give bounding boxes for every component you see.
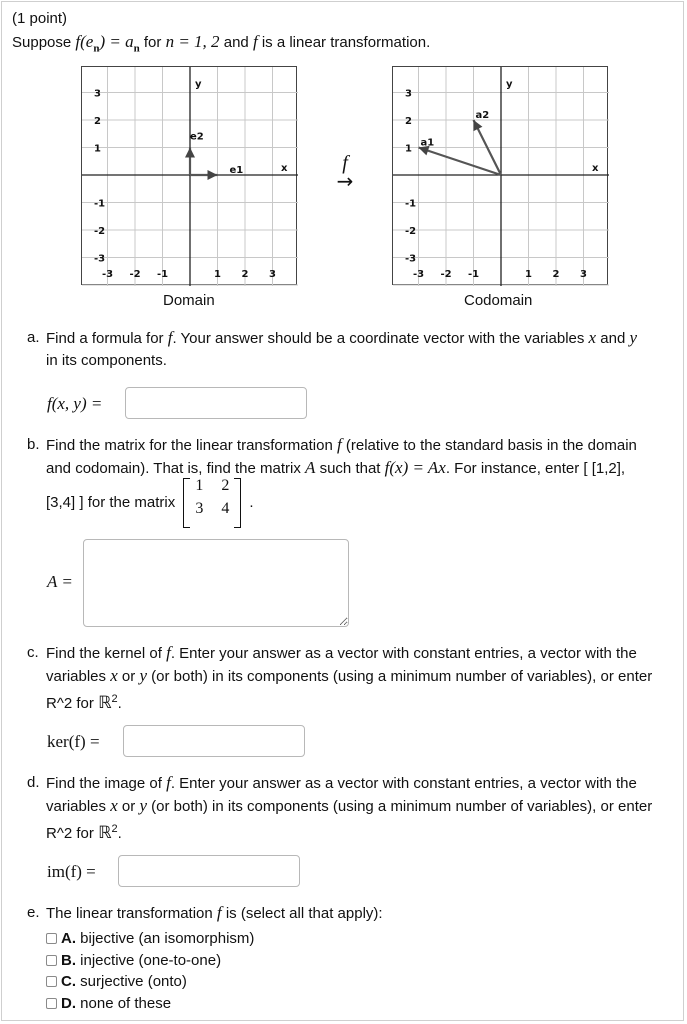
checkbox-c[interactable] (46, 976, 57, 987)
codomain-y-tick: 3 (405, 88, 412, 100)
codomain-graph-svg (393, 67, 609, 286)
option-d[interactable]: D. none of these (46, 993, 254, 1015)
kernel-input[interactable] (123, 725, 305, 757)
image-input[interactable] (118, 855, 300, 887)
problem-intro: Suppose $f(e_n) = a_n$ for n = 1, 2 and f is a linear transformation. (12, 32, 431, 55)
mapping-arrow: f → (331, 154, 359, 190)
vector-a1 (419, 138, 502, 176)
domain-x-tick: 2 (241, 269, 249, 280)
domain-y-tick: 2 (94, 116, 101, 127)
question-b: b. Find the matrix for the linear transformation f (relative to the standard basis in the domain and codomain). That is, find the matrix A such that f(x) = Ax. For instance, enter [ [1,2], (27, 435, 637, 477)
domain-x-tick: 3 (269, 269, 276, 280)
question-c: c. Find the kernel of f. Enter your answer as a vector with constant entries, a vector with the variables x or y (or both) in its components (using a minimum number of variables), or enter R^2 for ℝ$^2$. (27, 643, 653, 712)
option-b[interactable]: B. injective (one-to-one) (46, 950, 254, 972)
vector-label-e1: e1 (229, 165, 244, 176)
vector-label-e2: e2 (190, 131, 204, 143)
codomain-y-tick: -3 (405, 253, 417, 265)
points-label: (1 point) (12, 10, 68, 27)
domain-x-tick: -2 (129, 269, 141, 280)
codomain-x-tick: -3 (412, 269, 425, 280)
vector-e2 (185, 132, 204, 176)
codomain-x-tick: 1 (525, 269, 532, 280)
right-arrow-icon: → (336, 169, 354, 193)
checkbox-d[interactable] (46, 998, 57, 1009)
vector-label-a1: a1 (420, 137, 435, 149)
codomain-x-tick: 2 (552, 269, 560, 280)
codomain-x-tick: 3 (580, 269, 587, 280)
question-e: e. The linear transformation f is (select all that apply): (27, 903, 383, 922)
codomain-x-axis-label: x (592, 163, 599, 174)
codomain-x-tick: -1 (467, 269, 480, 280)
example-matrix: 1 2 3 4 (183, 478, 249, 528)
im-label: im(f) = (47, 862, 96, 881)
domain-x-tick: -3 (101, 269, 114, 280)
codomain-y-axis-label: y (506, 79, 513, 90)
fxy-label: f(x, y) = (47, 394, 103, 413)
codomain-y-tick: 1 (405, 143, 412, 155)
codomain-y-tick: -1 (405, 198, 417, 210)
option-a[interactable]: A. bijective (an isomorphism) (46, 928, 254, 950)
domain-graph-svg (82, 67, 298, 286)
question-b-example: [3,4] ] for the matrix 1 2 3 4 . (46, 478, 687, 528)
option-c[interactable]: C. surjective (onto) (46, 971, 254, 993)
domain-y-tick: -3 (94, 253, 106, 265)
codomain-y-tick: 2 (405, 116, 412, 127)
domain-x-tick: -1 (156, 269, 169, 280)
domain-y-axis-label: y (195, 79, 202, 90)
domain-y-tick: 3 (94, 88, 101, 100)
codomain-graph (392, 66, 608, 285)
domain-graph (81, 66, 297, 285)
question-a: a. Find a formula for f. Your answer should be a coordinate vector with the variables x and y in its components. (27, 328, 638, 369)
domain-caption: Domain (163, 292, 215, 309)
domain-x-axis-label: x (281, 163, 288, 174)
checkbox-a[interactable] (46, 933, 57, 944)
domain-y-tick: -2 (94, 226, 106, 237)
codomain-x-tick: -2 (440, 269, 452, 280)
matrix-A-label: A = (47, 572, 73, 591)
domain-y-tick: 1 (94, 143, 101, 155)
question-d: d. Find the image of f. Enter your answer as a vector with constant entries, a vector with the variables x or y (or both) in its components (using a minimum number of variables), or enter R^2 for ℝ$^2$. (27, 773, 653, 842)
domain-y-tick: -1 (94, 198, 106, 210)
ker-label: ker(f) = (47, 732, 100, 751)
codomain-caption: Codomain (464, 292, 533, 309)
formula-input[interactable] (125, 387, 307, 419)
options-list (46, 928, 254, 1014)
matrix-textarea[interactable] (83, 539, 349, 627)
checkbox-b[interactable] (46, 955, 57, 966)
vector-label-a2: a2 (475, 110, 490, 121)
vector-e1 (190, 165, 243, 180)
domain-x-tick: 1 (214, 269, 221, 280)
codomain-y-tick: -2 (405, 226, 417, 237)
